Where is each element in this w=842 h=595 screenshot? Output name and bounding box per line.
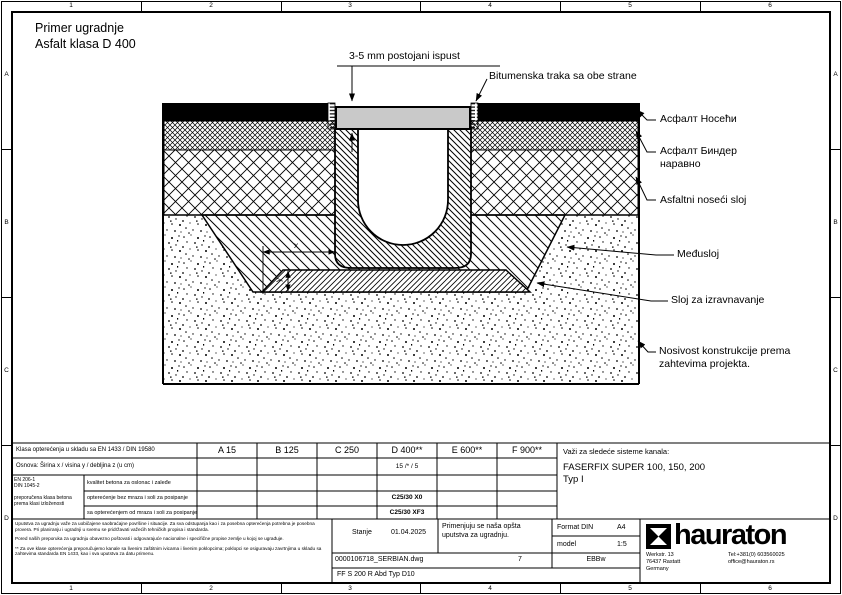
label-bearing-2: zahtevima projekta. bbox=[659, 358, 751, 370]
page-title-line1: Primer ugradnje bbox=[35, 21, 124, 35]
label-asphalt-binder-2: наравно bbox=[660, 158, 701, 170]
ruler-bottom-6: 6 bbox=[768, 585, 772, 592]
foundation-value-d400: 15 /* / 5 bbox=[395, 463, 419, 470]
company-block bbox=[640, 519, 831, 583]
company-address-1: Werkstr. 13 bbox=[646, 552, 674, 558]
installation-note-1: Uputstva za ugradnju važe za uobičajene saobraćajne površine i situacije. Za sva odstupanja kao i za posebna opterećenja potrebna je posebna provera. Pri planiranju i ugradnji u svemu se pridržavati važećih tehničkih propisa i standarda. bbox=[15, 521, 315, 532]
ruler-bottom-3: 3 bbox=[348, 585, 352, 592]
grating bbox=[336, 107, 470, 129]
file-name: 0000106718_SERBIAN.dwg bbox=[335, 556, 424, 563]
concrete-row2-value-d400: C25/30 X0 bbox=[391, 494, 423, 501]
ruler-top-3: 3 bbox=[348, 2, 352, 9]
hauraton-logo-glyph bbox=[646, 524, 671, 549]
load-class-f900: F 900** bbox=[511, 445, 543, 455]
ruler-bottom-4: 4 bbox=[488, 585, 492, 592]
installation-notes bbox=[15, 521, 327, 561]
dim-y-label: y bbox=[273, 277, 284, 283]
concrete-row1-label: kvalitet betona za oslonac i zaleđe bbox=[87, 480, 171, 486]
instruction-note: Primenjuju se naša opšta uputstva za ugradnju. bbox=[442, 523, 521, 539]
load-class-d400: D 400** bbox=[391, 445, 423, 455]
company-email: office@hauraton.rs bbox=[728, 559, 775, 565]
label-bitumen-tape: Bitumenska traka sa obe strane bbox=[489, 70, 637, 82]
ruler-left-d: D bbox=[4, 515, 9, 522]
label-asphalt-wearing: Асфалт Носећи bbox=[660, 113, 737, 125]
company-phone: Tel:+381(0) 603560025 bbox=[728, 552, 785, 558]
company-name: hauraton bbox=[674, 519, 787, 551]
ruler-right-b: B bbox=[833, 219, 838, 226]
label-gap: 3-5 mm postojani ispust bbox=[349, 50, 460, 62]
company-address-2: 76437 Rastatt bbox=[646, 559, 681, 565]
hauraton-logo-icon bbox=[646, 524, 671, 549]
ruler-left-a: A bbox=[4, 71, 9, 78]
concrete-row2-label: opterećenje bez mraza i soli za posipanje bbox=[87, 495, 188, 501]
scale-label: model bbox=[557, 541, 577, 548]
label-leveling-layer: Sloj za izravnavanje bbox=[671, 294, 765, 306]
scale-value: 1:5 bbox=[617, 541, 627, 548]
ruler-top-2: 2 bbox=[209, 2, 213, 9]
dim-x-label: x bbox=[294, 240, 299, 250]
ruler-right-a: A bbox=[833, 71, 838, 78]
foundation-row-label: Osnova: Širina x / visina y / debljina z (u cm) bbox=[16, 463, 135, 469]
ruler-right-d: D bbox=[833, 515, 838, 522]
ruler-top-6: 6 bbox=[768, 2, 772, 9]
load-class-row-label: Klasa opterećenja u skladu sa EN 1433 / DIN 19580 bbox=[16, 447, 155, 453]
standard-line2: DIN 1045-2 bbox=[14, 483, 40, 489]
concrete-row3-label: sa opterećenjem od mraza i soli za posipanje bbox=[87, 510, 198, 516]
ruler-left-b: B bbox=[4, 219, 9, 226]
standard-line1: EN 206-1 bbox=[14, 477, 36, 483]
ruler-top-4: 4 bbox=[488, 2, 492, 9]
load-class-e600: E 600** bbox=[451, 445, 483, 455]
load-class-c250: C 250 bbox=[334, 445, 360, 455]
ruler-right-c: C bbox=[833, 367, 838, 374]
load-class-b125: B 125 bbox=[275, 445, 299, 455]
ruler-left-c: C bbox=[4, 367, 9, 374]
drawing-title: FF S 200 R Abd Typ D10 bbox=[337, 571, 415, 578]
label-asphalt-binder-1: Асфалт Биндер bbox=[660, 145, 737, 157]
channel-body bbox=[335, 129, 471, 268]
format-label: Format DIN bbox=[557, 524, 594, 531]
installation-note-3: ** Za ove klase opterećenja preporučujemo kanale sa livenim zaštitnim ivicama i livenim poklopcima; poklopci se osiguravaju zavrtnjima u skladu sa zahtevima standarda EN 1433, kao i sva uputstva za datu primenu. bbox=[15, 545, 322, 557]
ruler-bottom-5: 5 bbox=[628, 585, 632, 592]
state-label: Stanje bbox=[352, 529, 372, 536]
standard-note: preporučena klasa betona prema klasi izloženosti bbox=[14, 495, 72, 507]
systems-line2: Typ I bbox=[563, 474, 584, 485]
label-bearing-1: Nosivost konstrukcije prema bbox=[659, 345, 791, 357]
label-interlayer: Međusloj bbox=[677, 248, 720, 260]
systems-title: Važi za sledeće sisteme kanala: bbox=[563, 447, 670, 456]
sheet-number: 7 bbox=[518, 556, 522, 563]
ruler-top-1: 1 bbox=[69, 2, 73, 9]
format-value: A4 bbox=[617, 524, 626, 531]
leveling-layer bbox=[262, 270, 530, 292]
state-date: 01.04.2025 bbox=[391, 529, 427, 536]
channel-cavity bbox=[358, 129, 448, 245]
company-address-3: Germany bbox=[646, 566, 669, 572]
label-asphalt-base: Asfaltni noseći sloj bbox=[660, 194, 747, 206]
systems-line1: FASERFIX SUPER 100, 150, 200 bbox=[563, 462, 706, 473]
page-title-line2: Asfalt klasa D 400 bbox=[35, 37, 136, 51]
installation-note-2: Pored naših preporuka za ugradnju obavezno poštovati i odgovarajuće nacionalne i specifične propise zemlje u kojoj se ugrađuje. bbox=[15, 536, 284, 542]
load-class-a15: A 15 bbox=[217, 445, 237, 455]
concrete-row3-value-d400: C25/30 XF3 bbox=[389, 509, 425, 516]
code-ebbw: EBBw bbox=[586, 556, 606, 563]
ruler-top-5: 5 bbox=[628, 2, 632, 9]
ruler-bottom-1: 1 bbox=[69, 585, 73, 592]
ruler-bottom-2: 2 bbox=[209, 585, 213, 592]
